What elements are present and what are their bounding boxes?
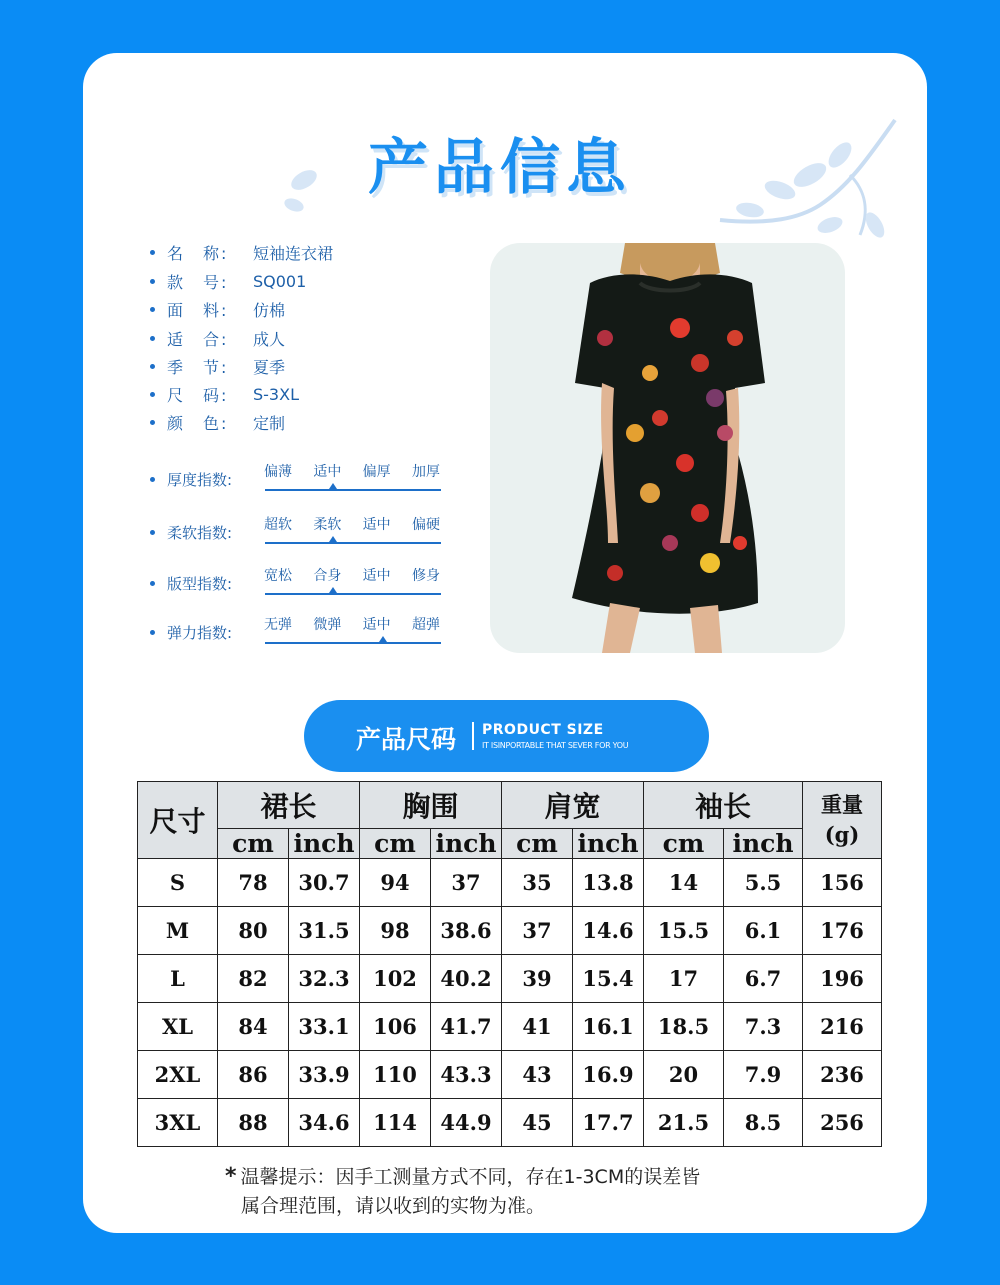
index-option-selected: 适中 [362, 617, 391, 633]
index-option-selected: 适中 [313, 464, 342, 480]
size-label-cell: M [138, 907, 218, 955]
size-banner-english: PRODUCT SIZE [482, 722, 604, 738]
index-option-selected: 柔软 [313, 517, 342, 533]
index-marker-icon [329, 587, 337, 593]
index-label: 柔软指数: [150, 522, 232, 543]
size-banner-divider [472, 722, 474, 750]
table-cell: 17.7 [573, 1099, 644, 1147]
table-cell: 7.9 [724, 1051, 803, 1099]
size-table-header-row [138, 782, 882, 829]
info-value: 夏季 [253, 357, 286, 377]
index-scale-line [265, 489, 441, 491]
table-cell: 16.9 [573, 1051, 644, 1099]
table-cell: 176 [803, 907, 882, 955]
index-options [264, 614, 440, 632]
size-label-cell: XL [138, 1003, 218, 1051]
bullet-icon [150, 250, 155, 255]
index-option: 适中 [362, 517, 391, 533]
table-cell: 196 [803, 955, 882, 1003]
table-cell: 31.5 [289, 907, 360, 955]
measurement-note [225, 1162, 825, 1221]
note-line-1: 温馨提示：因手工测量方式不同，存在1-3CM的误差皆 [240, 1166, 701, 1188]
bullet-icon [150, 392, 155, 397]
table-cell: 110 [360, 1051, 431, 1099]
note-line-2: 属合理范围，请以收到的实物为准。 [241, 1195, 546, 1217]
info-row-color [150, 410, 285, 434]
dress-model-illustration [490, 243, 845, 653]
index-label: 厚度指数: [150, 469, 232, 490]
index-option: 无弹 [264, 617, 292, 633]
table-cell: 13.8 [573, 859, 644, 907]
unit-cell: inch [573, 829, 644, 859]
info-key: 款 号: [167, 272, 229, 292]
size-header-cell: 尺寸 [138, 782, 218, 859]
table-cell: 30.7 [289, 859, 360, 907]
size-table-unit-row [138, 829, 882, 859]
index-scale-line [265, 593, 441, 595]
index-option: 超软 [264, 517, 292, 533]
unit-cell: cm [502, 829, 573, 859]
softness-index [150, 514, 450, 554]
bullet-icon [150, 530, 155, 535]
info-row-style [150, 269, 306, 293]
table-cell: 20 [644, 1051, 724, 1099]
unit-cell: inch [431, 829, 502, 859]
index-option: 偏厚 [362, 464, 391, 480]
table-cell: 88 [218, 1099, 289, 1147]
table-cell: 34.6 [289, 1099, 360, 1147]
table-row [138, 1003, 882, 1051]
index-option: 适中 [362, 568, 391, 584]
group-header-cell: 胸围 [360, 782, 502, 829]
size-banner-title: 产品尺码 [356, 725, 457, 754]
bullet-icon [150, 307, 155, 312]
info-value: 短袖连衣裙 [253, 243, 334, 263]
index-option: 微弹 [313, 617, 342, 633]
table-cell: 17 [644, 955, 724, 1003]
bullet-icon [150, 581, 155, 586]
table-cell: 18.5 [644, 1003, 724, 1051]
table-cell: 15.5 [644, 907, 724, 955]
table-cell: 236 [803, 1051, 882, 1099]
table-cell: 14.6 [573, 907, 644, 955]
table-cell: 21.5 [644, 1099, 724, 1147]
info-key: 面 料: [167, 300, 229, 320]
table-cell: 37 [431, 859, 502, 907]
table-cell: 45 [502, 1099, 573, 1147]
table-row [138, 859, 882, 907]
bullet-icon [150, 420, 155, 425]
info-value: SQ001 [253, 271, 307, 291]
table-cell: 114 [360, 1099, 431, 1147]
weight-header-label: 重量 [821, 792, 863, 817]
table-cell: 80 [218, 907, 289, 955]
index-option-selected: 合身 [313, 568, 342, 584]
table-cell: 35 [502, 859, 573, 907]
size-label-cell: S [138, 859, 218, 907]
thickness-index [150, 461, 450, 501]
table-cell: 40.2 [431, 955, 502, 1003]
info-value: 成人 [253, 329, 286, 349]
table-cell: 216 [803, 1003, 882, 1051]
index-label: 版型指数: [150, 573, 232, 594]
table-cell: 32.3 [289, 955, 360, 1003]
info-key: 名 称: [167, 243, 229, 263]
table-cell: 102 [360, 955, 431, 1003]
table-cell: 84 [218, 1003, 289, 1051]
bullet-icon [150, 477, 155, 482]
index-option: 加厚 [411, 464, 440, 480]
info-row-fit [150, 326, 285, 350]
table-cell: 16.1 [573, 1003, 644, 1051]
index-option: 偏薄 [264, 464, 292, 480]
info-key: 适 合: [167, 329, 229, 349]
table-cell: 6.1 [724, 907, 803, 955]
table-cell: 256 [803, 1099, 882, 1147]
info-key: 季 节: [167, 357, 229, 377]
table-cell: 156 [803, 859, 882, 907]
size-label-cell: 3XL [138, 1099, 218, 1147]
leaf-decoration [276, 160, 326, 220]
index-scale-line [265, 542, 441, 544]
bullet-icon [150, 279, 155, 284]
size-label-cell: 2XL [138, 1051, 218, 1099]
bullet-icon [150, 630, 155, 635]
table-row [138, 1051, 882, 1099]
fit-index [150, 565, 450, 605]
table-cell: 6.7 [724, 955, 803, 1003]
index-scale-line [265, 642, 441, 644]
table-cell: 15.4 [573, 955, 644, 1003]
bullet-icon [150, 364, 155, 369]
index-options [264, 514, 440, 532]
table-row [138, 907, 882, 955]
weight-unit-label: (g) [824, 822, 860, 847]
weight-header-cell [803, 782, 882, 859]
bullet-icon [150, 336, 155, 341]
table-cell: 41 [502, 1003, 573, 1051]
table-cell: 43 [502, 1051, 573, 1099]
info-row-name [150, 240, 333, 264]
unit-cell: inch [289, 829, 360, 859]
index-options [264, 565, 440, 583]
table-cell: 14 [644, 859, 724, 907]
page-title: 产品信息 [368, 133, 632, 203]
unit-cell: cm [218, 829, 289, 859]
table-cell: 44.9 [431, 1099, 502, 1147]
unit-cell: inch [724, 829, 803, 859]
group-header-cell: 肩宽 [502, 782, 644, 829]
unit-cell: cm [644, 829, 724, 859]
info-key: 尺 码: [167, 385, 229, 405]
table-cell: 7.3 [724, 1003, 803, 1051]
info-row-season [150, 354, 285, 378]
table-cell: 33.1 [289, 1003, 360, 1051]
index-marker-icon [329, 536, 337, 542]
note-star: * [225, 1164, 237, 1189]
index-label: 弹力指数: [150, 622, 232, 643]
size-table [137, 781, 882, 1147]
table-cell: 106 [360, 1003, 431, 1051]
info-value: 定制 [253, 413, 286, 433]
elasticity-index [150, 614, 450, 654]
size-table-body [138, 859, 882, 1147]
index-option: 宽松 [264, 568, 292, 584]
table-cell: 43.3 [431, 1051, 502, 1099]
size-label-cell: L [138, 955, 218, 1003]
table-cell: 86 [218, 1051, 289, 1099]
info-row-size [150, 382, 299, 406]
info-value: 仿棉 [253, 300, 286, 320]
table-cell: 37 [502, 907, 573, 955]
info-row-fabric [150, 297, 285, 321]
table-cell: 41.7 [431, 1003, 502, 1051]
table-row [138, 1099, 882, 1147]
table-cell: 33.9 [289, 1051, 360, 1099]
table-cell: 5.5 [724, 859, 803, 907]
index-options [264, 461, 440, 479]
table-cell: 78 [218, 859, 289, 907]
table-cell: 38.6 [431, 907, 502, 955]
group-header-cell: 袖长 [644, 782, 803, 829]
info-value: S-3XL [253, 384, 299, 404]
index-marker-icon [329, 483, 337, 489]
table-row [138, 955, 882, 1003]
group-header-cell: 裙长 [218, 782, 360, 829]
index-marker-icon [379, 636, 387, 642]
index-option: 偏硬 [411, 517, 440, 533]
product-photo [490, 243, 845, 653]
index-option: 修身 [411, 568, 440, 584]
table-cell: 39 [502, 955, 573, 1003]
table-cell: 8.5 [724, 1099, 803, 1147]
product-size-banner [304, 700, 709, 772]
unit-cell: cm [360, 829, 431, 859]
table-cell: 94 [360, 859, 431, 907]
size-banner-subtitle: IT ISINPORTABLE THAT SEVER FOR YOU [482, 741, 629, 750]
index-option: 超弹 [411, 617, 440, 633]
info-key: 颜 色: [167, 413, 229, 433]
table-cell: 82 [218, 955, 289, 1003]
table-cell: 98 [360, 907, 431, 955]
